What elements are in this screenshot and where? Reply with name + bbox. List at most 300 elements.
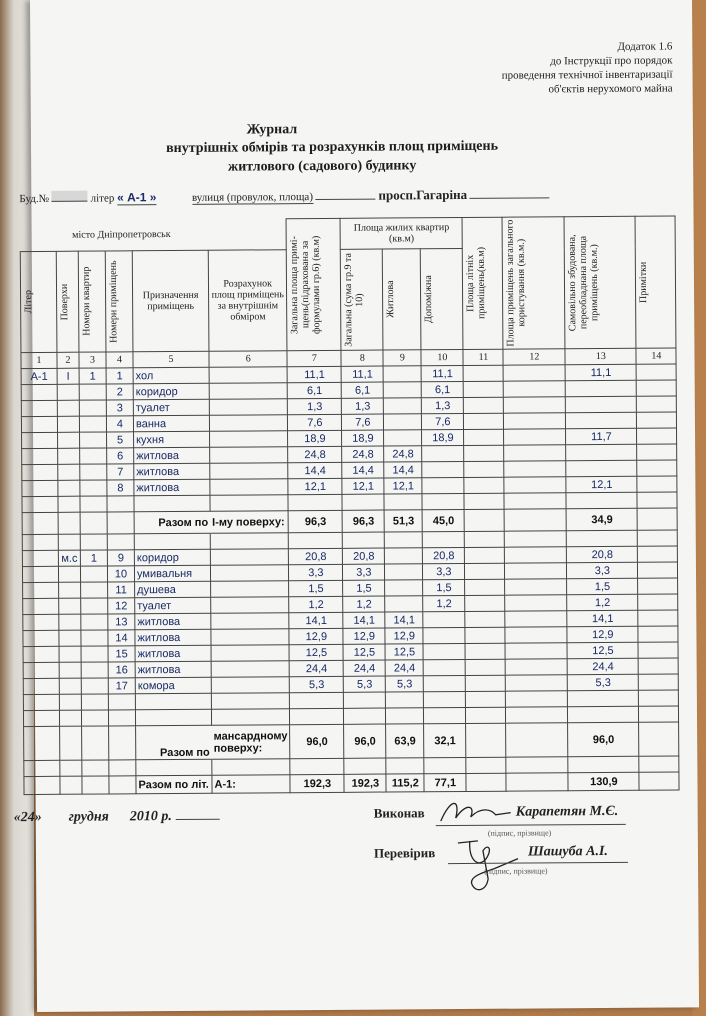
common-cell <box>505 579 567 595</box>
summer-cell <box>464 477 504 493</box>
calc-cell <box>210 549 289 566</box>
floor-cell <box>58 448 80 464</box>
appendix-note <box>501 40 672 97</box>
rooms-table <box>20 215 680 795</box>
living-total-cell: 24,4 <box>344 660 386 676</box>
common-cell <box>505 547 567 563</box>
notes-cell <box>637 428 677 444</box>
room-cell: 16 <box>108 662 135 678</box>
column-number: 5 <box>133 351 209 368</box>
living-cell <box>384 430 422 446</box>
aux-cell <box>423 611 465 627</box>
header-calc: Розрахунок площ приміщень за внутрішнім обміром <box>208 250 287 352</box>
column-number: 9 <box>383 350 421 366</box>
column-number: 3 <box>79 352 106 368</box>
summer-cell <box>464 413 504 429</box>
city-label: місто Дніпропетровськ <box>72 229 171 241</box>
aux-cell: 20,8 <box>423 547 465 563</box>
column-number: 13 <box>565 348 636 364</box>
liter-cell <box>23 582 59 598</box>
calc-cell <box>211 677 290 694</box>
floor-cell <box>59 582 81 598</box>
journal-subtitle: внутрішніх обмірів та розрахунків площ приміщень <box>166 138 499 157</box>
living-total-cell: 6,1 <box>342 382 384 398</box>
document-sheet <box>13 0 699 1012</box>
calc-cell <box>210 447 289 464</box>
total-area-cell: 14,1 <box>289 612 343 628</box>
column-number: 8 <box>341 350 383 366</box>
sum2-label-a: Разом по <box>136 725 212 760</box>
calc-cell <box>210 565 289 582</box>
sum2-total: 96,0 <box>290 724 344 758</box>
purpose-cell: житлова <box>135 629 211 646</box>
summer-cell <box>464 381 504 397</box>
liter-cell <box>23 678 59 694</box>
summer-cell <box>464 445 504 461</box>
summer-cell <box>465 627 505 643</box>
calc-cell <box>209 383 288 400</box>
floor1-rows <box>21 364 677 497</box>
column-number: 2 <box>57 352 79 368</box>
apt-cell: 1 <box>80 550 107 566</box>
room-cell: 2 <box>106 384 133 400</box>
header-liter: Літер <box>23 290 35 314</box>
aux-cell: 7,6 <box>422 413 464 429</box>
sum1-label-a: Разом по <box>134 511 210 534</box>
living-cell <box>385 596 423 612</box>
summer-cell <box>466 675 506 691</box>
living-cell <box>384 398 422 414</box>
summer-cell <box>465 547 505 563</box>
aux-cell: 18,9 <box>422 429 464 445</box>
floor-cell <box>58 432 80 448</box>
self-built-cell <box>566 412 637 428</box>
living-cell: 24,4 <box>386 660 424 676</box>
living-total-cell: 24,8 <box>342 446 384 462</box>
living-total-cell: 3,3 <box>343 564 385 580</box>
notes-cell <box>638 642 678 658</box>
common-cell <box>505 611 567 627</box>
room-cell: 3 <box>106 400 133 416</box>
apt-cell <box>81 662 108 678</box>
executor-label: Виконав <box>373 805 425 821</box>
purpose-cell: коридор <box>133 383 209 400</box>
calc-cell <box>211 613 290 630</box>
notes-cell <box>637 396 677 412</box>
floor-cell: I <box>57 368 79 384</box>
street-label: вулиця (провулок, площа) <box>191 191 314 204</box>
calc-cell <box>209 415 288 432</box>
common-cell <box>503 365 565 381</box>
floor-cell <box>59 614 81 630</box>
notes-cell <box>637 412 677 428</box>
calc-cell <box>209 367 288 384</box>
liter-cell <box>23 662 59 678</box>
living-cell <box>384 414 422 430</box>
living-cell <box>385 580 423 596</box>
apt-cell <box>80 448 107 464</box>
living-total-cell: 5,3 <box>344 676 386 692</box>
living-cell <box>384 382 422 398</box>
floor-cell <box>59 630 81 646</box>
summer-cell <box>465 643 505 659</box>
floor-cell <box>57 400 79 416</box>
notes-cell <box>637 476 677 492</box>
living-cell <box>385 564 423 580</box>
living-total-cell: 7,6 <box>342 414 384 430</box>
room-cell: 1 <box>106 368 133 384</box>
appendix-line: об'єктів нерухомого майна <box>548 82 673 96</box>
appendix-line: до Інструкції про порядок <box>550 54 673 68</box>
living-cell <box>385 548 423 564</box>
liter-cell <box>21 416 57 432</box>
self-built-cell: 11,7 <box>566 428 637 444</box>
liter-cell <box>21 400 57 416</box>
floor-cell <box>57 416 79 432</box>
living-cell: 12,9 <box>385 628 423 644</box>
sum1-living: 51,3 <box>384 510 422 532</box>
room-cell: 15 <box>108 646 135 662</box>
aux-cell: 6,1 <box>422 381 464 397</box>
summer-cell <box>464 397 504 413</box>
aux-cell: 11,1 <box>421 365 463 381</box>
apt-cell <box>79 400 106 416</box>
journal-title: Журнал <box>246 122 298 138</box>
header-total-area: Загальна площа примі-щень(підрахована за формулами гр.6) (кв.м) <box>289 235 323 334</box>
calc-cell <box>209 399 288 416</box>
living-cell: 12,5 <box>385 644 423 660</box>
purpose-cell: комора <box>135 677 211 694</box>
purpose-cell: коридор <box>134 549 210 566</box>
apt-cell <box>81 678 108 694</box>
date-day: «24» <box>13 809 42 826</box>
floor-cell <box>58 464 80 480</box>
checker-caption: (підпис, прізвище) <box>484 866 548 876</box>
summer-cell <box>466 659 506 675</box>
liter-cell: А-1 <box>21 368 57 384</box>
appendix-line: Додаток 1.6 <box>617 40 673 53</box>
room-cell: 7 <box>107 464 134 480</box>
sum1-self: 34,9 <box>566 508 637 530</box>
room-cell: 11 <box>108 582 135 598</box>
column-number: 7 <box>287 350 341 366</box>
living-cell: 12,1 <box>384 478 422 494</box>
floor-cell <box>59 598 81 614</box>
self-built-cell: 3,3 <box>567 562 638 578</box>
liter-cell <box>23 598 59 614</box>
notes-cell <box>637 444 677 460</box>
liter-cell <box>22 464 58 480</box>
common-cell <box>504 461 566 477</box>
executor-caption: (підпис, прізвище) <box>487 828 552 838</box>
aux-cell <box>422 445 464 461</box>
column-number: 6 <box>209 351 288 368</box>
purpose-cell: житлова <box>134 447 210 464</box>
total-area-cell: 6,1 <box>288 382 342 398</box>
sum1-label-b: I-му поверху: <box>210 511 289 534</box>
aux-cell: 1,5 <box>423 579 465 595</box>
notes-cell <box>638 578 678 594</box>
summer-cell <box>463 365 503 381</box>
self-built-cell: 12,1 <box>566 476 637 492</box>
date-line <box>14 809 220 826</box>
total-living: 115,2 <box>386 774 424 792</box>
total-area-cell: 18,9 <box>288 430 342 446</box>
living-cell: 5,3 <box>386 676 424 692</box>
common-cell <box>504 429 566 445</box>
self-built-cell <box>566 444 637 460</box>
living-total-cell: 14,1 <box>343 612 385 628</box>
purpose-cell: туалет <box>133 399 209 416</box>
self-built-cell: 12,9 <box>567 626 638 642</box>
self-built-cell <box>566 460 637 476</box>
purpose-cell: кухня <box>134 431 210 448</box>
common-cell <box>505 643 567 659</box>
calc-cell <box>211 661 290 678</box>
executor-name: Карапетян М.Є. <box>515 803 619 820</box>
summer-cell <box>464 429 504 445</box>
sum2-label-b1: мансардному <box>213 729 288 743</box>
purpose-cell: туалет <box>135 597 211 614</box>
column-number: 1 <box>21 352 57 368</box>
sum1-ltotal: 96,3 <box>342 510 384 532</box>
column-number: 11 <box>463 349 503 365</box>
checker-label: Перевірив <box>373 845 436 861</box>
aux-cell <box>423 643 465 659</box>
calc-cell <box>211 581 290 598</box>
total-area-cell: 14,4 <box>288 462 342 478</box>
room-cell: 12 <box>108 598 135 614</box>
living-total-cell: 12,5 <box>343 644 385 660</box>
notes-cell <box>638 610 678 626</box>
total-area-cell: 7,6 <box>288 414 342 430</box>
apt-cell <box>81 646 108 662</box>
apt-cell <box>80 480 107 496</box>
notes-cell <box>639 674 679 690</box>
total-aux: 77,1 <box>424 773 466 791</box>
self-built-cell: 14,1 <box>567 610 638 626</box>
common-cell <box>505 595 567 611</box>
common-cell <box>504 477 566 493</box>
calc-cell <box>210 431 289 448</box>
common-cell <box>504 413 566 429</box>
living-total-cell: 1,2 <box>343 596 385 612</box>
floor-cell: м.с <box>58 550 80 566</box>
purpose-cell: житлова <box>135 645 211 662</box>
living-total-cell: 20,8 <box>343 548 385 564</box>
room-cell: 9 <box>107 550 134 566</box>
purpose-cell: хол <box>133 367 209 384</box>
date-year: 2010 р. <box>129 809 172 825</box>
total-area-cell: 12,9 <box>289 628 343 644</box>
total-area-cell: 12,1 <box>288 478 342 494</box>
living-total-cell: 11,1 <box>341 366 383 382</box>
aux-cell <box>422 477 464 493</box>
aux-cell: 1,3 <box>422 397 464 413</box>
sum2-living: 63,9 <box>386 724 424 758</box>
notes-cell <box>636 364 676 380</box>
notes-cell <box>637 380 677 396</box>
purpose-cell: ванна <box>133 415 209 432</box>
floor-cell <box>59 678 81 694</box>
total-ltotal: 192,3 <box>344 774 386 792</box>
liter-cell <box>23 614 59 630</box>
common-cell <box>506 675 568 691</box>
header-room: Номери приміщень <box>107 260 120 343</box>
header-living-group: Площа жилих квартир (кв.м) <box>340 217 462 249</box>
column-number: 4 <box>106 352 133 368</box>
living-total-cell: 1,5 <box>343 580 385 596</box>
street-value: просп.Гагаріна <box>378 186 468 203</box>
header-floors: Поверхи <box>58 283 71 321</box>
calc-cell <box>211 645 290 662</box>
header-purpose: Призначення приміщень <box>132 250 209 352</box>
room-cell: 17 <box>108 678 135 694</box>
bud-label: Буд.№ <box>19 192 50 206</box>
notes-cell <box>638 562 678 578</box>
floor-cell <box>58 566 80 582</box>
purpose-cell: житлова <box>135 661 211 678</box>
calc-cell <box>211 629 290 646</box>
common-cell <box>506 659 568 675</box>
apt-cell <box>81 598 108 614</box>
total-area-cell: 3,3 <box>289 564 343 580</box>
living-total-cell: 1,3 <box>342 398 384 414</box>
liter-cell <box>23 646 59 662</box>
room-cell: 4 <box>106 416 133 432</box>
room-cell: 14 <box>108 630 135 646</box>
purpose-cell: житлова <box>134 479 210 496</box>
liter-cell <box>22 566 58 582</box>
total-area-cell: 5,3 <box>290 676 344 692</box>
sum2-ltotal: 96,0 <box>344 724 386 758</box>
self-built-cell: 11,1 <box>565 364 636 380</box>
living-cell <box>383 366 421 382</box>
liter-cell <box>22 432 58 448</box>
column-number: 12 <box>503 349 565 365</box>
summer-cell <box>465 579 505 595</box>
total-sum-row <box>24 772 680 795</box>
liter-label: літер <box>90 192 115 205</box>
floor-cell <box>57 384 79 400</box>
living-cell: 14,1 <box>385 612 423 628</box>
self-built-cell: 12,5 <box>567 642 638 658</box>
liter-cell <box>21 384 57 400</box>
room-cell: 5 <box>107 432 134 448</box>
living-total-cell: 12,1 <box>342 478 384 494</box>
total-label-b: А-1: <box>212 775 291 794</box>
aux-cell <box>423 627 465 643</box>
total-area-cell: 11,1 <box>287 366 341 382</box>
attic-sum-row <box>24 722 680 761</box>
apt-cell <box>80 432 107 448</box>
living-total-cell: 18,9 <box>342 430 384 446</box>
liter-cell <box>22 480 58 496</box>
total-area-cell: 1,5 <box>289 580 343 596</box>
total-label-a: Разом по літ. <box>136 775 212 794</box>
room-cell: 6 <box>107 448 134 464</box>
room-cell: 10 <box>107 566 134 582</box>
purpose-cell: житлова <box>134 463 210 480</box>
self-built-cell: 24,4 <box>568 658 639 674</box>
apt-cell <box>79 416 106 432</box>
summer-cell <box>465 563 505 579</box>
self-built-cell: 20,8 <box>567 546 638 562</box>
total-area-cell: 12,5 <box>289 644 343 660</box>
apt-cell <box>79 384 106 400</box>
total-area-cell: 20,8 <box>289 548 343 564</box>
summer-cell <box>465 595 505 611</box>
liter-cell <box>23 630 59 646</box>
aux-cell: 3,3 <box>423 563 465 579</box>
self-built-cell: 5,3 <box>568 674 639 690</box>
living-cell: 24,8 <box>384 446 422 462</box>
floor-cell <box>58 480 80 496</box>
calc-cell <box>211 597 290 614</box>
purpose-cell: умивальня <box>134 565 210 582</box>
common-cell <box>504 381 566 397</box>
total-area-cell: 24,8 <box>288 446 342 462</box>
date-month: грудня <box>68 809 109 825</box>
attic-rows <box>22 546 678 695</box>
notes-cell <box>639 658 679 674</box>
header-self-built: Самовільно збудована, переобладнана площа приміщень (кв.м.) <box>567 234 601 332</box>
sum2-self: 96,0 <box>568 722 639 756</box>
liter-cell <box>22 448 58 464</box>
total-self: 130,9 <box>568 772 639 790</box>
living-cell: 14,4 <box>384 462 422 478</box>
common-cell <box>505 563 567 579</box>
sum2-label-b <box>212 725 291 760</box>
header-apt: Номери квартир <box>80 266 93 337</box>
total-area-cell: 1,3 <box>288 398 342 414</box>
apt-cell: 1 <box>79 368 106 384</box>
appendix-line: проведення технічної інвентаризації <box>501 68 673 82</box>
room-cell: 13 <box>108 614 135 630</box>
aux-cell: 1,2 <box>423 595 465 611</box>
bud-number-redacted <box>52 191 88 202</box>
calc-cell <box>210 463 289 480</box>
calc-cell <box>210 479 289 496</box>
notes-cell <box>638 546 678 562</box>
apt-cell <box>81 630 108 646</box>
common-cell <box>504 445 566 461</box>
total-area-cell: 1,2 <box>289 596 343 612</box>
room-cell: 8 <box>107 480 134 496</box>
total-area-cell: 24,4 <box>290 660 344 676</box>
notes-cell <box>638 594 678 610</box>
living-total-cell: 14,4 <box>342 462 384 478</box>
header-living: Житлова <box>385 280 397 319</box>
header-aux: Допоміжна <box>423 275 435 324</box>
sum2-aux: 32,1 <box>424 723 466 757</box>
common-cell <box>504 397 566 413</box>
header-living-total: Загальна (сума гр.9 та 10) <box>343 252 366 347</box>
purpose-cell: душева <box>135 581 211 598</box>
summer-cell <box>465 611 505 627</box>
self-built-cell: 1,5 <box>567 578 638 594</box>
total-total: 192,3 <box>290 774 344 792</box>
liter-value: « А-1 » <box>117 190 157 205</box>
column-number: 10 <box>421 349 463 365</box>
apt-cell <box>80 566 107 582</box>
checker-name: Шашуба А.І. <box>527 843 608 860</box>
header-summer: Площа літніх приміщень(кв.м) <box>465 247 488 320</box>
living-total-cell: 12,9 <box>343 628 385 644</box>
self-built-cell <box>566 380 637 396</box>
self-built-cell <box>566 396 637 412</box>
summer-cell <box>464 461 504 477</box>
